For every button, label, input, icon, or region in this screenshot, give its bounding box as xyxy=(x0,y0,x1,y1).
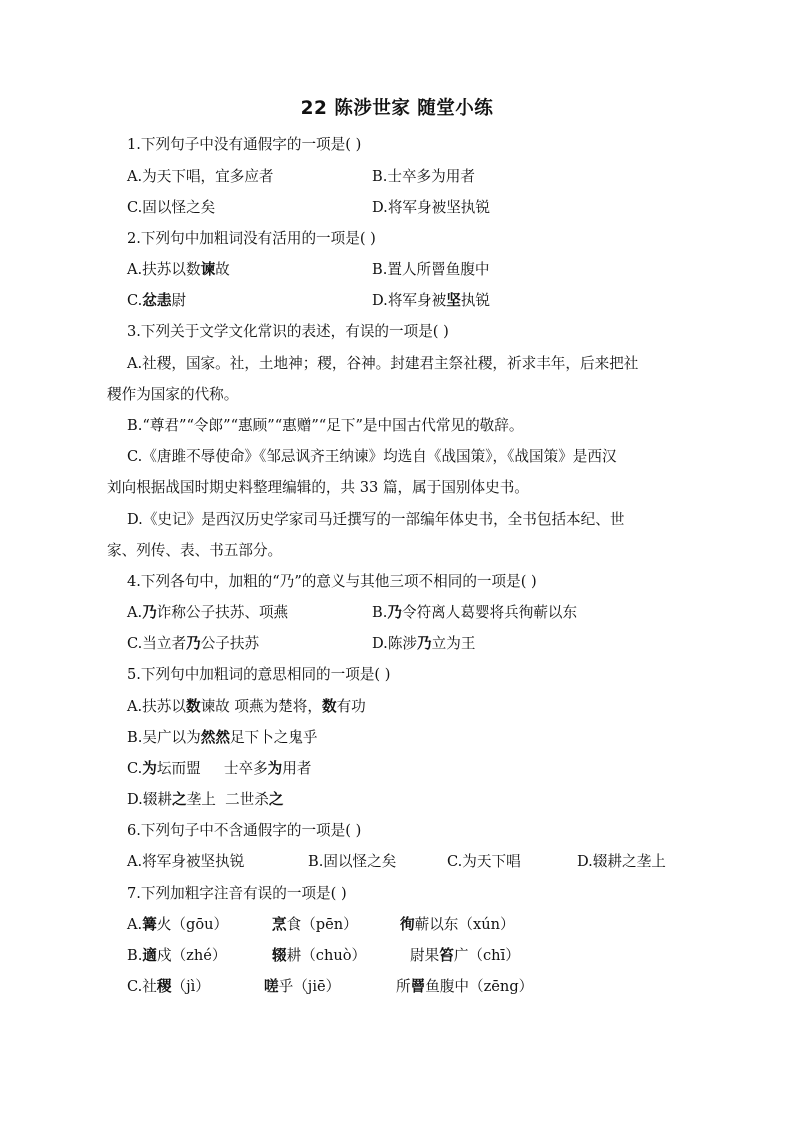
bold-word: 罾 xyxy=(410,978,426,995)
question-4-option-a xyxy=(127,603,288,623)
bold-word: 之 xyxy=(172,791,187,808)
option-text: 广（chī） xyxy=(453,947,520,964)
option-text: 谏故 项燕为楚将， xyxy=(200,698,322,715)
option-text: 坛而盟 士卒多 xyxy=(156,760,268,777)
question-7-c-item-3 xyxy=(396,977,533,997)
bold-word: 篝 xyxy=(142,916,157,933)
question-7-b-item-1 xyxy=(127,946,227,966)
question-4-option-c xyxy=(127,634,259,654)
bold-word: 適 xyxy=(142,947,157,964)
bold-word: 徇 xyxy=(400,916,415,933)
question-3-option-d-line1: D.《史记》是西汉历史学家司马迁撰写的一部编年体史书，全书包括本纪、世 xyxy=(127,511,625,528)
option-text: C.当立者 xyxy=(127,635,187,652)
question-3-option-a-line2: 稷作为国家的代称。 xyxy=(107,386,239,403)
question-7-b-item-2 xyxy=(272,946,366,966)
option-text: 戍（zhé） xyxy=(156,947,227,964)
question-1-option-b: B.士卒多为用者 xyxy=(372,168,475,185)
bold-word: 稷 xyxy=(156,978,172,995)
option-text: 食（pēn） xyxy=(286,916,358,933)
bold-word: 数 xyxy=(321,698,337,715)
option-text: C. xyxy=(127,760,143,777)
question-2-option-d xyxy=(372,291,490,311)
bold-word: 笞 xyxy=(439,947,454,964)
option-text: A.扶苏以 xyxy=(127,698,186,715)
question-5-option-d xyxy=(127,790,283,810)
option-text: A. xyxy=(127,916,143,933)
question-4-option-d xyxy=(372,634,475,654)
question-7-b-item-3 xyxy=(410,946,520,966)
question-5-option-a xyxy=(127,697,366,717)
option-text: A.扶苏以数 xyxy=(127,261,201,278)
option-text: B. xyxy=(372,604,388,621)
option-text: 有功 xyxy=(336,698,366,715)
question-6-option-c: C.为天下唱 xyxy=(447,853,521,870)
question-2-option-b: B.置人所罾鱼腹中 xyxy=(372,261,490,278)
option-text: 立为王 xyxy=(431,635,476,652)
option-text: C.社 xyxy=(127,978,157,995)
bold-word: 乃 xyxy=(417,635,432,652)
option-text: A. xyxy=(127,604,143,621)
bold-word: 忿恚 xyxy=(142,292,172,309)
question-7-a-item-1 xyxy=(127,915,228,935)
bold-word: 烹 xyxy=(272,916,287,933)
bold-word: 乃 xyxy=(142,604,157,621)
option-text: 用者 xyxy=(282,760,312,777)
question-7-c-item-1 xyxy=(127,977,210,997)
question-3-option-c-line1: C.《唐雎不辱使命》《邹忌讽齐王纳谏》均选自《战国策》，《战国策》是西汉 xyxy=(127,448,617,465)
bold-word: 为 xyxy=(142,760,157,777)
question-7-a-item-2 xyxy=(272,915,358,935)
option-text: B. xyxy=(127,947,143,964)
question-3-option-d-line2: 家、列传、表、书五部分。 xyxy=(107,542,283,559)
question-1-option-d: D.将军身被坚执锐 xyxy=(372,199,490,216)
option-text: B.吴广以为 xyxy=(127,729,201,746)
bold-word: 嗟 xyxy=(264,978,279,995)
option-text: 尉果 xyxy=(410,947,440,964)
option-text: 故 xyxy=(215,261,230,278)
question-2-option-a xyxy=(127,260,230,280)
bold-word: 然然 xyxy=(200,729,230,746)
option-text: 乎（jiē） xyxy=(278,978,341,995)
question-7-stem: 7.下列加粗字注音有误的一项是( ) xyxy=(127,885,347,902)
option-text: 执锐 xyxy=(460,292,491,309)
option-text: D.将军身被 xyxy=(372,292,447,309)
question-5-option-b xyxy=(127,728,318,748)
option-text: 所 xyxy=(396,978,411,995)
question-1-option-a: A.为天下唱，宜多应者 xyxy=(127,168,274,185)
option-text: 垄上 二世杀 xyxy=(186,791,269,808)
option-text: （jì） xyxy=(171,978,210,995)
question-5-stem: 5.下列句中加粗词的意思相同的一项是( ) xyxy=(127,666,391,683)
bold-word: 为 xyxy=(267,760,283,777)
bold-word: 辍 xyxy=(272,947,287,964)
question-5-option-c xyxy=(127,759,311,779)
bold-word: 坚 xyxy=(446,292,461,309)
option-text: 耕（chuò） xyxy=(286,947,367,964)
question-4-option-b xyxy=(372,603,577,623)
bold-word: 乃 xyxy=(387,604,402,621)
option-text: 鱼腹中（zēng） xyxy=(425,978,534,995)
question-7-c-item-2 xyxy=(264,977,340,997)
bold-word: 谏 xyxy=(200,261,216,278)
question-3-stem: 3.下列关于文学文化常识的表述，有误的一项是( ) xyxy=(127,323,449,340)
question-2-stem: 2.下列句中加粗词没有活用的一项是( ) xyxy=(127,230,376,247)
question-6-stem: 6.下列句子中不含通假字的一项是( ) xyxy=(127,822,362,839)
option-text: 尉 xyxy=(171,292,187,309)
bold-word: 数 xyxy=(185,698,201,715)
question-2-option-c xyxy=(127,291,186,311)
page-title: 22 陈涉世家 随堂小练 xyxy=(300,98,494,119)
question-4-stem: 4.下列各句中，加粗的“乃”的意义与其他三项不相同的一项是( ) xyxy=(127,573,537,590)
option-text: 公子扶苏 xyxy=(200,635,260,652)
question-1-stem: 1.下列句子中没有通假字的一项是( ) xyxy=(127,136,362,153)
option-text: D.陈涉 xyxy=(372,635,418,652)
question-3-option-a-line1: A.社稷，国家。社，土地神；稷，谷神。封建君主祭社稷，祈求丰年，后来把社 xyxy=(127,355,639,372)
question-3-option-b: B.“尊君”“令郎”“惠顾”“惠赠”“足下”是中国古代常见的敬辞。 xyxy=(127,417,524,434)
option-text: 诈称公子扶苏、项燕 xyxy=(156,604,289,621)
option-text: 蕲以东（xún） xyxy=(414,916,515,933)
bold-word: 乃 xyxy=(186,635,201,652)
question-1-option-c: C.固以怪之矣 xyxy=(127,199,216,216)
question-7-a-item-3 xyxy=(400,915,515,935)
question-3-option-c-line2: 刘向根据战国时期史料整理编辑的，共 33 篇，属于国别体史书。 xyxy=(107,479,529,496)
option-text: 火（gōu） xyxy=(156,916,229,933)
option-text: C. xyxy=(127,292,143,309)
option-text: D.辍耕 xyxy=(127,791,173,808)
question-6-option-a: A.将军身被坚执锐 xyxy=(127,853,245,870)
question-6-option-b: B.固以怪之矣 xyxy=(308,853,397,870)
option-text: 令符离人葛婴将兵徇蕲以东 xyxy=(401,604,578,621)
bold-word: 之 xyxy=(268,791,284,808)
question-6-option-d: D.辍耕之垄上 xyxy=(577,853,666,870)
option-text: 足下卜之鬼乎 xyxy=(229,729,318,746)
